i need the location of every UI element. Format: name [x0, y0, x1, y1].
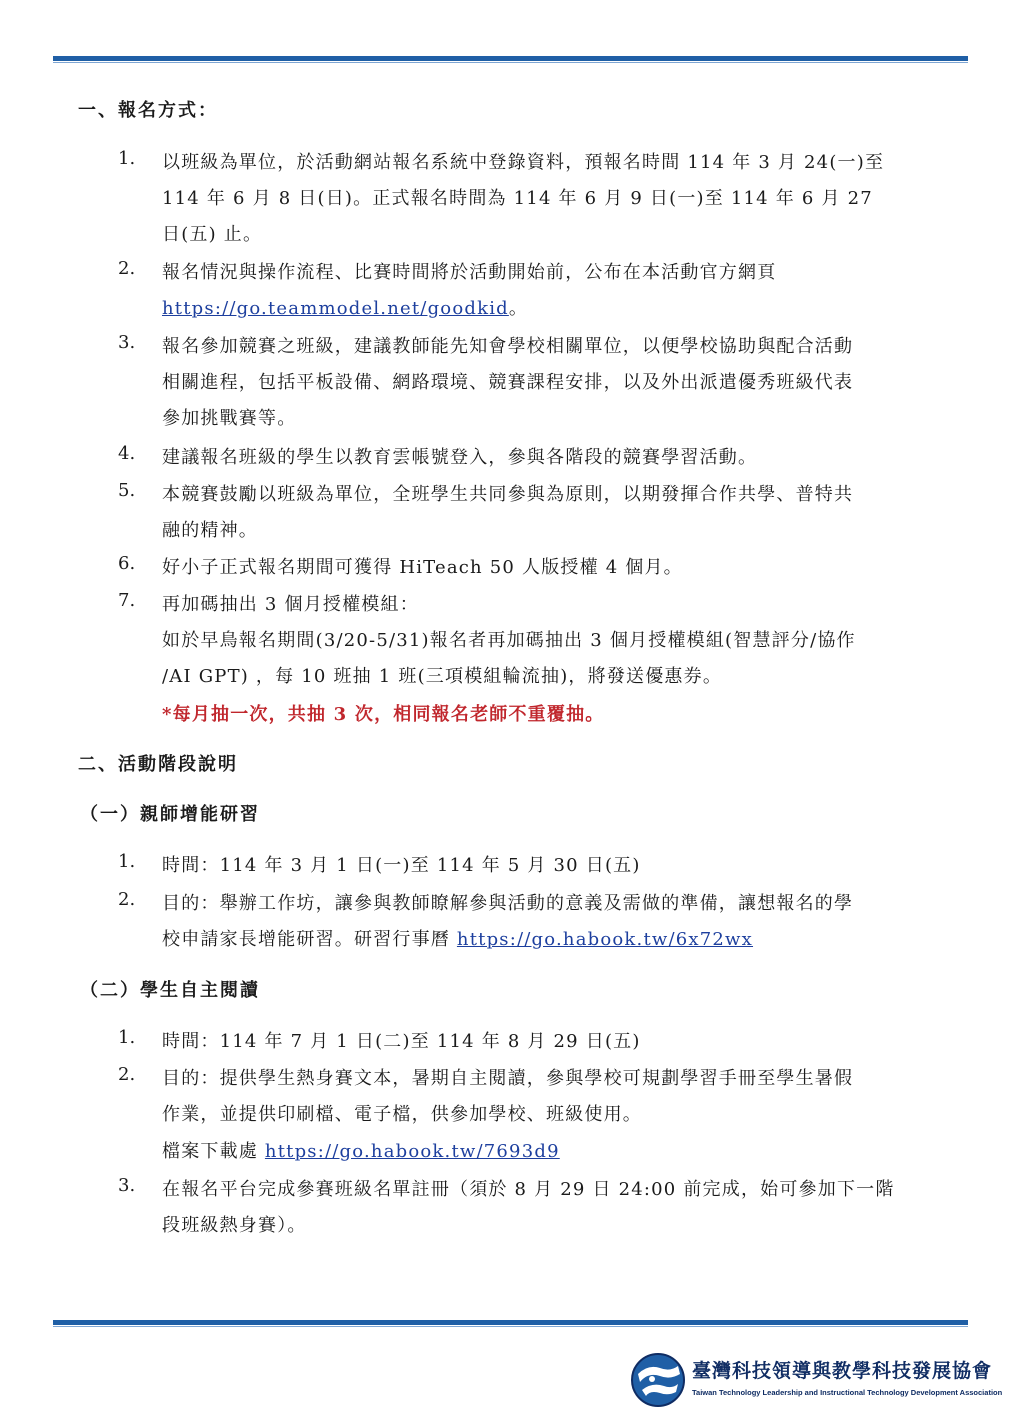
header-rule [53, 56, 968, 61]
item-line: 作業，並提供印刷檔、電子檔，供參加學校、班級使用。 [162, 1104, 642, 1125]
section-heading-registration: 一、報名方式： [78, 100, 218, 121]
item-line: 時間：114 年 7 月 1 日(二)至 114 年 8 月 29 日(五) [162, 1031, 641, 1052]
item-number: 2. [118, 889, 136, 910]
item-line: 本競賽鼓勵以班級為單位，全班學生共同參與為原則，以期發揮合作共學、普特共 [162, 484, 854, 505]
item-line: 目的：提供學生熱身賽文本，暑期自主閱讀，參與學校可規劃學習手冊至學生暑假 [162, 1068, 854, 1089]
item-line: /AI GPT) ，每 10 班抽 1 班(三項模組輪流抽)，將發送優惠券。 [162, 666, 723, 687]
item-line [162, 294, 528, 320]
item-number: 2. [118, 258, 136, 279]
globe-icon [630, 1352, 686, 1408]
item-line: 參加挑戰賽等。 [162, 408, 297, 429]
subsection-heading-reading: （二）學生自主閱讀 [80, 980, 260, 1001]
footer-rule [53, 1320, 968, 1325]
subsection-heading-workshop: （一）親師增能研習 [80, 804, 260, 825]
link-suffix: 。 [508, 298, 529, 319]
item-number: 1. [118, 148, 136, 169]
association-logo [630, 1352, 1010, 1408]
item-line: 好小子正式報名期間可獲得 HiTeach 50 人版授權 4 個月。 [162, 557, 683, 578]
download-link[interactable]: https://go.habook.tw/7693d9 [264, 1141, 560, 1162]
workshop-calendar-link[interactable]: https://go.habook.tw/6x72wx [456, 929, 754, 950]
section-heading-stages: 二、活動階段說明 [78, 754, 238, 775]
item-line: 段班級熱身賽）。 [162, 1215, 307, 1236]
item-line: 時間：114 年 3 月 1 日(一)至 114 年 5 月 30 日(五) [162, 855, 641, 876]
item-number: 3. [118, 1175, 136, 1196]
item-line: 以班級為單位，於活動網站報名系統中登錄資料，預報名時間 114 年 3 月 24(一)至 [162, 152, 885, 173]
item-line [162, 1137, 560, 1163]
item-line: 融的精神。 [162, 520, 258, 541]
item-line: 目的：舉辦工作坊，讓參與教師瞭解參與活動的意義及需做的準備，讓想報名的學 [162, 893, 854, 914]
item-number: 3. [118, 332, 136, 353]
item-line: 日(五) 止。 [162, 224, 263, 245]
org-name: 臺灣科技領導與教學科技發展協會 [692, 1360, 993, 1382]
item-number: 7. [118, 590, 136, 611]
org-name-en: Taiwan Technology Leadership and Instructional Technology Development Association [692, 1388, 1003, 1397]
line-prefix: 檔案下載處 [162, 1141, 265, 1162]
item-line: 在報名平台完成參賽班級名單註冊（須於 8 月 29 日 24:00 前完成，始可參加下一階 [162, 1179, 895, 1200]
item-line: 114 年 6 月 8 日(日)。正式報名時間為 114 年 6 月 9 日(一)至 114 年 6 月 27 [162, 188, 873, 209]
lottery-note: *每月抽一次，共抽 3 次，相同報名老師不重覆抽。 [162, 704, 605, 725]
item-number: 1. [118, 851, 136, 872]
item-number: 6. [118, 553, 136, 574]
item-number: 2. [118, 1064, 136, 1085]
item-line: 報名參加競賽之班級，建議教師能先知會學校相關單位，以便學校協助與配合活動 [162, 336, 854, 357]
item-line: 報名情況與操作流程、比賽時間將於活動開始前，公布在本活動官方網頁 [162, 262, 777, 283]
line-prefix: 校申請家長增能研習。研習行事曆 [162, 929, 457, 950]
item-number: 1. [118, 1027, 136, 1048]
item-line: 建議報名班級的學生以教育雲帳號登入，參與各階段的競賽學習活動。 [162, 447, 758, 468]
item-line [162, 925, 753, 951]
item-number: 5. [118, 480, 136, 501]
item-line: 如於早鳥報名期間(3/20-5/31)報名者再加碼抽出 3 個月授權模組(智慧評分/協作 [162, 630, 856, 651]
official-site-link[interactable]: https://go.teammodel.net/goodkid [162, 298, 509, 319]
item-number: 4. [118, 443, 136, 464]
item-line: 相關進程，包括平板設備、網路環境、競賽課程安排，以及外出派遣優秀班級代表 [162, 372, 854, 393]
item-line: 再加碼抽出 3 個月授權模組： [162, 594, 419, 615]
